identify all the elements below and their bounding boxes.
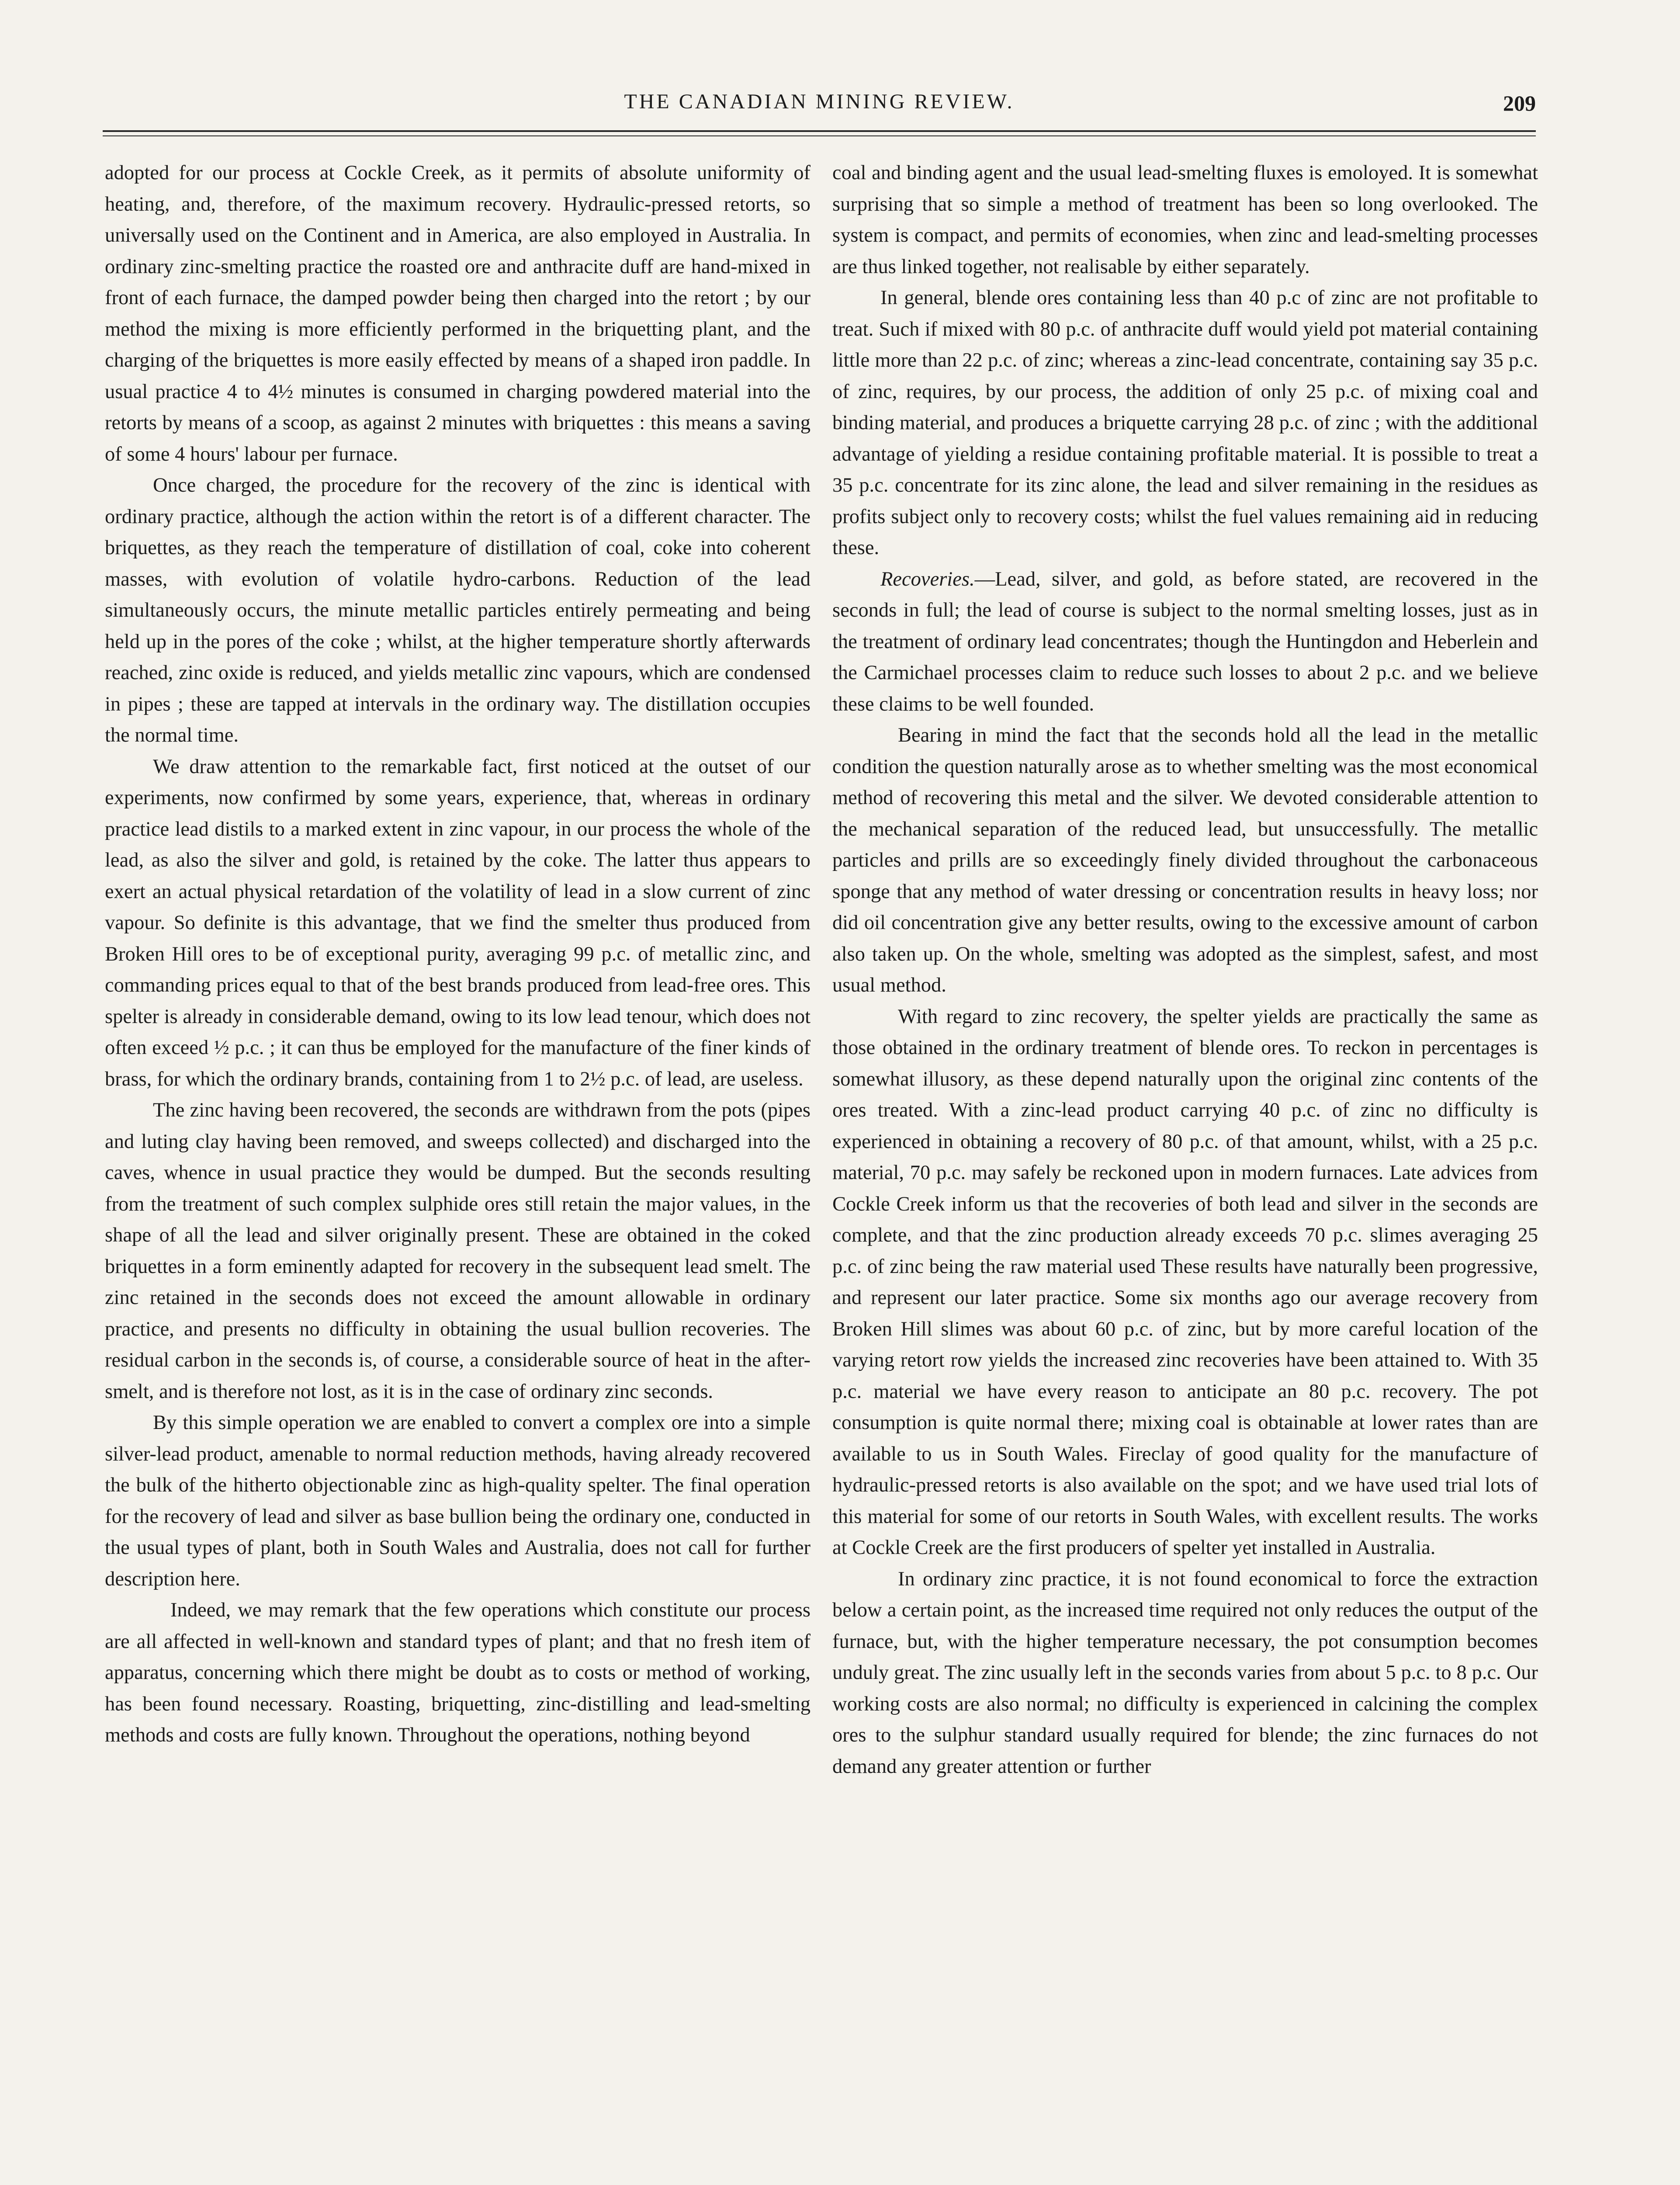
right-column xyxy=(832,157,1538,1782)
left-paragraph-2: Once charged, the procedure for the recovery of the zinc is identical with ordinary practice, although the action within the retort is of a different character. The briquettes, as they reach the temperature of distillation of coal, coke into coherent masses, with evolution of volatile hydro-carbons. Reduction of the lead simultaneously occurs, the minute metallic particles entirely permeating and being held up in the pores of the coke ; whilst, at the higher temperature shortly afterwards reached, zinc oxide is reduced, and yields metallic zinc vapours, which are condensed in pipes ; these are tapped at intervals in the ordinary way. The distillation occupies the normal time. xyxy=(105,474,811,746)
right-paragraph-5: With regard to zinc recovery, the spelter yields are practically the same as those obtained in the ordinary treatment of blende ores. To reckon in percentages is somewhat illusory, as these depend naturally upon the original zinc contents of the ores treated. With a zinc-lead product carrying 40 p.c. of zinc no difficulty is experienced in obtaining a recovery of 80 p.c. of that amount, whilst, with a 25 p.c. material, 70 p.c. may safely be reckoned upon in modern furnaces. Late advices from Cockle Creek inform us that the recoveries of both lead and silver in the seconds are complete, and that the zinc production already exceeds 70 p.c. slimes averaging 25 p.c. of zinc being the raw material used These results have naturally been progressive, and represent our later practice. Some six months ago our average recovery from Broken Hill slimes was about 60 p.c. of zinc, but by more careful location of the varying retort row yields the increased zinc recoveries have been attained to. With 35 p.c. material we have every reason to anticipate an 80 p.c. recovery. The pot consumption is quite normal there; mixing coal is obtainable at lower rates than are available to us in South Wales. Fireclay of good quality for the manufacture of hydraulic-pressed retorts is also available on the spot; and we have used trial lots of this material for some of our retorts in South Wales, with excellent results. The works at Cockle Creek are the first producers of spelter yet installed in Australia. xyxy=(832,1005,1538,1559)
right-paragraph-3-text: —Lead, silver, and gold, as before stated, are recovered in the seconds in full; the lead of course is subject to the normal smelting losses, just as in the treatment of ordinary lead concentrates; though the Huntingdon and Heberlein and the Carmichael processes claim to reduce such losses to about 2 p.c. and we believe these claims to be well founded. xyxy=(832,568,1538,715)
right-paragraph-6: In ordinary zinc practice, it is not found economical to force the extraction below a certain point, as the increased time required not only reduces the output of the furnace, but, with the higher temperature necessary, the pot consumption becomes unduly great. The zinc usually left in the seconds varies from about 5 p.c. to 8 p.c. Our working costs are also normal; no difficulty is experienced in calcining the complex ores to the sulphur standard usually required for blende; the zinc furnaces do not demand any greater attention or further xyxy=(832,1568,1538,1778)
header-rule-thin xyxy=(103,135,1536,136)
left-paragraph-6: Indeed, we may remark that the few operations which constitute our process are all affected in well-known and standard types of plant; and that no fresh item of apparatus, concerning which there might be doubt as to costs or method of working, has been found necessary. Roasting, briquetting, zinc-distilling and lead-smelting methods and costs are fully known. Throughout the operations, nothing beyond xyxy=(105,1599,811,1746)
right-paragraph-4: Bearing in mind the fact that the seconds hold all the lead in the metallic condition the question naturally arose as to whether smelting was the most economical method of recovering this metal and the silver. We devoted considerable attention to the mechanical separation of the reduced lead, but unsuccessfully. The metallic particles and prills are so exceedingly finely divided throughout the carbonaceous sponge that any method of water dressing or concentration results in heavy loss; nor did oil concentration give any better results, owing to the excessive amount of carbon also taken up. On the whole, smelting was adopted as the simplest, safest, and most usual method. xyxy=(832,724,1538,996)
right-paragraph-2: In general, blende ores containing less than 40 p.c of zinc are not profitable to treat. Such if mixed with 80 p.c. of anthracite duff would yield pot material containing little more than 22 p.c. of zinc; whereas a zinc-lead concentrate, containing say 35 p.c. of zinc, requires, by our process, the addition of only 25 p.c. of mixing coal and binding material, and produces a briquette carrying 28 p.c. of zinc ; with the additional advantage of yielding a residue containing profitable material. It is possible to treat a 35 p.c. concentrate for its zinc alone, the lead and silver remaining in the residues as profits subject only to recovery costs; whilst the fuel values remaining aid in reducing these. xyxy=(832,287,1538,559)
running-title: THE CANADIAN MINING REVIEW. xyxy=(624,90,1015,113)
left-paragraph-5: By this simple operation we are enabled to convert a complex ore into a simple silver-lead product, amenable to normal reduction methods, having already recovered the bulk of the hitherto objectionable zinc as high-quality spelter. The final operation for the recovery of lead and silver as base bullion being the ordinary one, conducted in the usual types of plant, both in South Wales and Australia, does not call for further description here. xyxy=(105,1412,811,1590)
right-paragraph-1: coal and binding agent and the usual lead-smelting fluxes is emoloyed. It is somewhat surprising that so simple a method of treatment has been so long overlooked. The system is compact, and permits of economies, when zinc and lead-smelting processes are thus linked together, not realisable by either separately. xyxy=(832,162,1538,278)
left-paragraph-4: The zinc having been recovered, the seconds are withdrawn from the pots (pipes and luting clay having been removed, and sweeps collected) and discharged into the caves, whence in usual practice they would be dumped. But the seconds resulting from the treatment of such complex sulphide ores still retain the major values, in the shape of all the lead and silver originally present. These are obtained in the coked briquettes in a form eminently adapted for recovery in the subsequent lead smelt. The zinc retained in the seconds does not exceed the amount allowable in ordinary practice, and presents no difficulty in obtaining the usual bullion recoveries. The residual carbon in the seconds is, of course, a considerable source of heat in the after-smelt, and is therefore not lost, as it is in the case of ordinary zinc seconds. xyxy=(105,1099,811,1403)
page-number: 209 xyxy=(1503,91,1536,115)
left-paragraph-1: adopted for our process at Cockle Creek, as it permits of absolute uniformity of heating, and, therefore, of the maximum recovery. Hydraulic-pressed retorts, so universally used on the Continent and in America, are also employed in Australia. In ordinary zinc-smelting practice the roasted ore and anthracite duff are hand-mixed in front of each furnace, the damped powder being then charged into the retort ; by our method the mixing is more efficiently performed in the briquetting plant, and the charging of the briquettes is more easily effected by means of a shaped iron paddle. In usual practice 4 to 4½ minutes is consumed in charging powdered material into the retorts by means of a scoop, as against 2 minutes with briquettes : this means a saving of some 4 hours' labour per furnace. xyxy=(105,162,811,465)
left-column xyxy=(105,157,811,1751)
header-rule-thick xyxy=(103,130,1536,132)
left-paragraph-3: We draw attention to the remarkable fact, first noticed at the outset of our experiments, now confirmed by some years, experience, that, whereas in ordinary practice lead distils to a marked extent in zinc vapour, in our process the whole of the lead, as also the silver and gold, is retained by the coke. The latter thus appears to exert an actual physical retardation of the volatility of lead in a slow current of zinc vapour. So definite is this advantage, that we find the smelter thus produced from Broken Hill ores to be of exceptional purity, averaging 99 p.c. of metallic zinc, and commanding prices equal to that of the best brands produced from lead-free ores. This spelter is already in considerable demand, owing to its low lead tenour, which does not often exceed ½ p.c. ; it can thus be employed for the manufacture of the finer kinds of brass, for which the ordinary brands, containing from 1 to 2½ p.c. of lead, are useless. xyxy=(105,755,811,1090)
right-paragraph-3 xyxy=(832,564,1538,720)
page-header xyxy=(103,90,1536,125)
recoveries-heading: Recoveries. xyxy=(880,568,975,590)
